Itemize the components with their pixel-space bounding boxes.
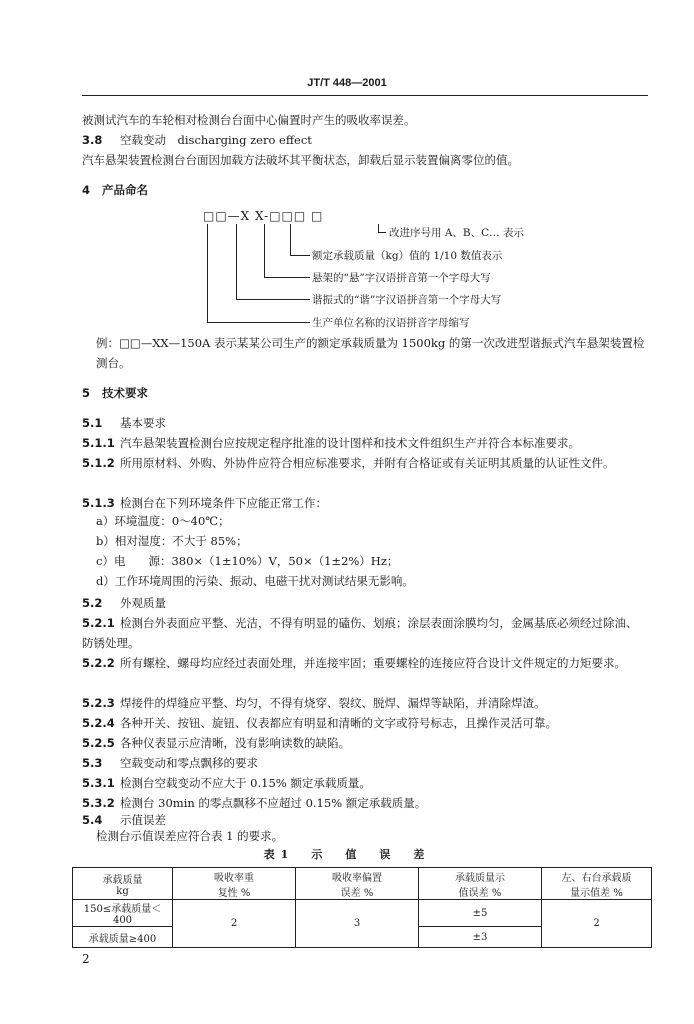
list-item-c: c）电 源：380×（1±10%）V，50×（1±2%）Hz； xyxy=(96,554,399,568)
clause-number: 5.4 xyxy=(82,813,103,827)
clause-title: 基本要求 xyxy=(120,416,166,430)
clause-3-8-heading xyxy=(82,130,648,150)
clause-number: 5.3.2 xyxy=(82,796,115,810)
clause-title: 外观质量 xyxy=(120,596,166,610)
section-number: 5 xyxy=(82,386,91,400)
clause-body: 所用原材料、外购、外协件应符合相应标准要求，并附有合格证或有关证明其质量的认证性文件。 xyxy=(120,456,615,470)
clause-number: 5.3 xyxy=(82,756,103,770)
clause-number: 5.3.1 xyxy=(82,776,115,790)
section-4-heading xyxy=(82,180,648,200)
header-cell: 左、右台承载质 量示值差 % xyxy=(542,868,652,900)
header-cell: 承载质量 kg xyxy=(73,868,173,900)
clause-5-2-heading xyxy=(82,593,648,613)
connector-line xyxy=(207,322,310,323)
connector-line xyxy=(378,232,386,233)
clause-5-2-2 xyxy=(82,653,648,673)
clause-title: 空载变动和零点飘移的要求 xyxy=(120,756,258,770)
table-header-row xyxy=(73,868,652,900)
clause-body: 检测台 30min 的零点飘移不应超过 0.15% 额定承载质量。 xyxy=(120,796,427,810)
clause-number: 5.1.1 xyxy=(82,436,115,450)
clause-5-3-heading xyxy=(82,753,648,773)
clause-body: 各种仪表显示应清晰，没有影响读数的缺陷。 xyxy=(120,736,350,750)
header-cell: 吸收率重 复性 % xyxy=(173,868,296,900)
clause-number: 5.1 xyxy=(82,416,103,430)
list-item-b: b）相对湿度：不大于 85%； xyxy=(96,534,248,548)
clause-number: 5.2.4 xyxy=(82,716,115,730)
clause-5-1-heading xyxy=(82,413,648,433)
repeatability-cell: 2 xyxy=(173,900,296,948)
table-caption: 表1 示 值 误 差 xyxy=(263,848,431,861)
naming-label-resonance: 谐振式的“谐”字汉语拼音第一个字母大写 xyxy=(312,294,502,306)
paragraph-3-7-continued: 被测试汽车的车轮相对检测台台面中心偏置时产生的吸收率误差。 xyxy=(82,113,416,127)
section-5-heading xyxy=(82,383,648,403)
clause-body: 汽车悬架装置检测台应按规定程序批准的设计图样和技术文件组织生产并符合本标准要求。 xyxy=(120,436,580,450)
mass-error-cell: ±3 xyxy=(419,927,542,948)
indication-error-table xyxy=(72,867,652,948)
naming-label-manufacturer: 生产单位名称的汉语拼音字母缩写 xyxy=(312,317,470,329)
clause-number: 3.8 xyxy=(82,133,103,147)
header-cell: 吸收率偏置 误差 % xyxy=(296,868,419,900)
clause-number: 5.1.3 xyxy=(82,496,115,510)
clause-body: 各种开关、按钮、旋钮、仪表都应有明显和清晰的文字或符号标志，且操作灵活可靠。 xyxy=(120,716,557,730)
clause-number: 5.1.2 xyxy=(82,456,115,470)
offset-error-cell: 3 xyxy=(296,900,419,948)
connector-line xyxy=(207,224,208,322)
mass-range-cell: 承载质量≥400 xyxy=(73,927,173,948)
connector-line xyxy=(264,224,265,277)
mass-error-cell: ±5 xyxy=(419,900,542,927)
list-item-d: d）工作环境周围的污染、振动、电磁干扰对测试结果无影响。 xyxy=(96,574,414,588)
standard-number-header: JT/T 448—2001 xyxy=(307,77,387,89)
clause-body: 检测台空载变动不应大于 0.15% 额定承载质量。 xyxy=(120,776,371,790)
clause-5-4-body: 检测台示值误差应符合表 1 的要求。 xyxy=(96,829,284,843)
naming-label-revision: 改进序号用 A、B、C… 表示 xyxy=(389,227,525,239)
mass-range-cell: 150≤承载质量＜400 xyxy=(73,900,173,927)
clause-title: 示值误差 xyxy=(120,813,166,827)
clause-5-2-1 xyxy=(82,613,648,653)
clause-number: 5.2.5 xyxy=(82,736,115,750)
clause-5-1-3 xyxy=(82,493,648,513)
list-item-a: a）环境温度：0～40℃； xyxy=(96,514,230,528)
clause-5-2-3 xyxy=(82,693,648,713)
table-row xyxy=(73,900,652,927)
clause-5-1-2 xyxy=(82,453,648,473)
clause-5-2-5 xyxy=(82,733,648,753)
clause-5-3-1 xyxy=(82,773,648,793)
clause-3-8-body: 汽车悬架装置检测台台面因加载方法破坏其平衡状态，卸载后显示装置偏离零位的值。 xyxy=(82,153,519,167)
clause-body: 检测台外表面应平整、光洁，不得有明显的磕伤、划痕；涂层表面涂膜均匀，金属基底必须经过除油、防锈处理。 xyxy=(82,616,638,650)
connector-line xyxy=(236,299,310,300)
connector-line xyxy=(264,277,310,278)
header-rule xyxy=(82,95,648,96)
clause-number: 5.2 xyxy=(82,596,103,610)
section-title: 产品命名 xyxy=(102,183,148,197)
connector-line xyxy=(236,224,237,299)
clause-title: 空载变动 discharging zero effect xyxy=(120,133,312,147)
page-number: 2 xyxy=(82,952,90,966)
connector-line xyxy=(290,224,291,255)
connector-line xyxy=(290,255,310,256)
left-right-diff-cell: 2 xyxy=(542,900,652,948)
naming-code-template: □□—X X-□□□ □ xyxy=(203,209,324,223)
clause-number: 5.2.1 xyxy=(82,616,115,630)
clause-number: 5.2.3 xyxy=(82,696,115,710)
section-number: 4 xyxy=(82,183,91,197)
naming-label-rated-mass: 额定承载质量（kg）值的 1/10 数值表示 xyxy=(312,250,503,262)
clause-5-2-4 xyxy=(82,713,648,733)
naming-example: 例：□□—XX—150A 表示某某公司生产的额定承载质量为 1500kg 的第一次改进型谐振式汽车悬架装置检测台。 xyxy=(96,336,645,370)
clause-body: 焊接件的焊缝应平整、均匀，不得有烧穿、裂纹、脱焊、漏焊等缺陷，并清除焊渣。 xyxy=(120,696,546,710)
clause-5-1-1 xyxy=(82,433,648,453)
header-cell: 承载质量示 值误差 % xyxy=(419,868,542,900)
clause-body: 所有螺栓、螺母均应经过表面处理，并连接牢固；重要螺栓的连接应符合设计文件规定的力矩要求。 xyxy=(120,656,626,670)
connector-line xyxy=(378,224,379,232)
clause-number: 5.2.2 xyxy=(82,656,115,670)
section-title: 技术要求 xyxy=(102,386,148,400)
clause-body: 检测台在下列环境条件下应能正常工作： xyxy=(120,496,327,510)
naming-label-suspension: 悬架的“悬”字汉语拼音第一个字母大写 xyxy=(312,272,491,284)
